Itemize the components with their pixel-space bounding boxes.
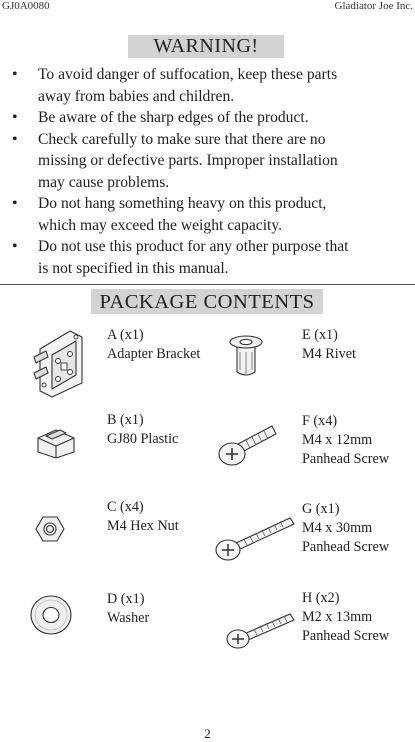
adapter-bracket-icon — [30, 327, 92, 399]
item-f-name: M4 x 12mm — [302, 432, 373, 448]
bullet-icon: • — [12, 66, 18, 83]
item-d-name: Washer — [107, 610, 150, 626]
bullet-icon: • — [12, 238, 18, 255]
warning-line: Check carefully to make sure that there are no — [38, 130, 326, 148]
rivet-icon — [228, 332, 264, 380]
warning-title: WARNING! — [128, 35, 284, 58]
warning-line: Be aware of the sharp edges of the product. — [38, 109, 309, 126]
warning-list — [10, 64, 408, 279]
warning-item — [10, 107, 408, 129]
warning-line: missing or defective parts. Improper installation — [38, 152, 338, 169]
item-e-name: M4 Rivet — [302, 346, 356, 362]
item-a-name: Adapter Bracket — [107, 346, 201, 362]
short-screw-icon — [216, 414, 280, 468]
warning-line: away from babies and children. — [38, 87, 235, 105]
bullet-icon: • — [12, 195, 18, 212]
hex-nut-icon — [34, 514, 66, 544]
small-screw-icon — [224, 604, 300, 654]
item-b-code: B (x1) — [107, 412, 144, 428]
item-c-name: M4 Hex Nut — [107, 518, 179, 534]
item-e-code: E (x1) — [302, 327, 338, 343]
long-screw-icon — [214, 510, 296, 566]
warning-item — [10, 64, 408, 107]
warning-line: To avoid danger of suffocation, keep these parts — [38, 66, 338, 83]
item-c-code: C (x4) — [107, 499, 144, 515]
warning-item — [10, 193, 408, 236]
page-number: 2 — [204, 726, 211, 741]
document-code: GJ0A0080 — [2, 0, 50, 12]
item-h-code: H (x2) — [302, 590, 340, 606]
item-f-code: F (x4) — [302, 413, 338, 429]
item-g-name: M4 x 30mm — [302, 520, 373, 536]
warning-item — [10, 129, 408, 194]
item-h-name: M2 x 13mm — [302, 609, 373, 625]
item-f-type: Panhead Screw — [302, 451, 390, 467]
bullet-icon: • — [12, 109, 18, 126]
warning-line: which may exceed the weight capacity. — [38, 216, 283, 234]
item-b-name: GJ80 Plastic — [107, 431, 179, 447]
company-name: Gladiator Joe Inc. — [334, 0, 413, 12]
plastic-clip-icon — [34, 424, 78, 460]
warning-line: Do not use this product for any other purpose that — [38, 238, 349, 255]
item-g-code: G (x1) — [302, 501, 340, 517]
section-divider — [0, 284, 415, 285]
item-a-code: A (x1) — [107, 327, 144, 343]
warning-line: is not specified in this manual. — [38, 259, 229, 277]
item-d-code: D (x1) — [107, 591, 145, 607]
warning-line: may cause problems. — [38, 173, 170, 191]
warning-item — [10, 236, 408, 279]
package-contents-title: PACKAGE CONTENTS — [91, 289, 323, 314]
warning-line: Do not hang something heavy on this product, — [38, 195, 327, 212]
item-h-type: Panhead Screw — [302, 628, 390, 644]
item-g-type: Panhead Screw — [302, 539, 390, 555]
washer-icon — [28, 592, 74, 638]
bullet-icon: • — [12, 130, 18, 148]
